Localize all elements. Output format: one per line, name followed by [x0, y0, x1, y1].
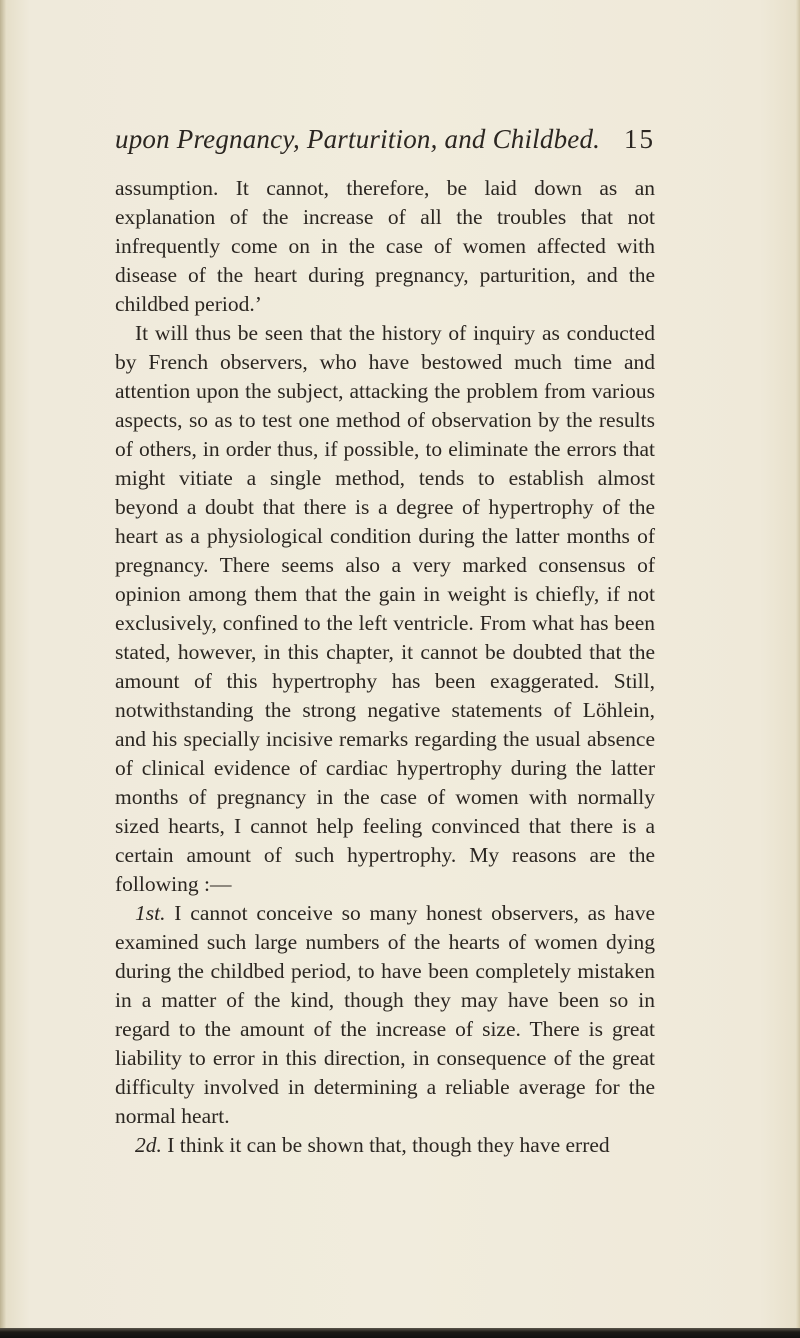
paragraph-text: It will thus be seen that the history of inquiry as conducted by French observers, who have bestowed much time and attention upon the subject, attacking the problem from various aspects, so as to test one method of observation by the results of others, in order thus, if possible, to eliminate the errors that might vitiate a single method, tends to establish almost beyond a doubt that there is a degree of hypertrophy of the heart as a physiological condition during the latter months of pregnancy. There seems also a very marked consensus of opinion among them that the gain in weight is chiefly, if not exclusively, confined to the left ventricle. From what has been stated, however, in this chapter, it cannot be doubted that the amount of this hypertrophy has been exaggerated. Still, notwithstanding the strong negative statements of Löhlein, and his specially incisive remarks regarding the usual absence of clinical evidence of cardiac hypertrophy during the latter months of pregnancy in the case of women with normally sized hearts, I cannot help feeling convinced that there is a certain amount of such hypertrophy. My reasons are the following :—	[115, 321, 655, 896]
paragraph-ordinal: 2d.	[135, 1133, 162, 1157]
page-edge	[796, 0, 800, 1338]
paragraph-text: assumption. It cannot, therefore, be laid down as an explanation of the increase of all the troubles that not infrequently come on in the case of women affected with disease of the heart during pregnancy, parturition, and the childbed period.’	[115, 176, 655, 316]
page-gutter	[0, 0, 6, 1338]
body-text	[115, 174, 655, 1160]
running-head	[115, 124, 655, 164]
paragraph-text: I cannot conceive so many honest observers, as have examined such large numbers of the hearts of women dying during the childbed period, to have been completely mistaken in a matter of the kind, though they may have been so in regard to the amount of the increase of size. There is great liability to error in this direction, in consequence of the great difficulty involved in determining a reliable average for the normal heart.	[115, 901, 655, 1128]
paragraph-ordinal: 1st.	[135, 901, 166, 925]
paragraph-continuation	[115, 174, 655, 319]
paragraph-first-reason	[115, 899, 655, 1131]
paragraph-second-reason	[115, 1131, 655, 1160]
paragraph	[115, 319, 655, 899]
paragraph-text: I think it can be shown that, though they have erred	[161, 1133, 610, 1157]
scan-bottom-edge	[0, 1328, 800, 1338]
running-title: upon Pregnancy, Parturition, and Childbed.	[115, 124, 601, 154]
page-number: 15	[624, 124, 655, 154]
